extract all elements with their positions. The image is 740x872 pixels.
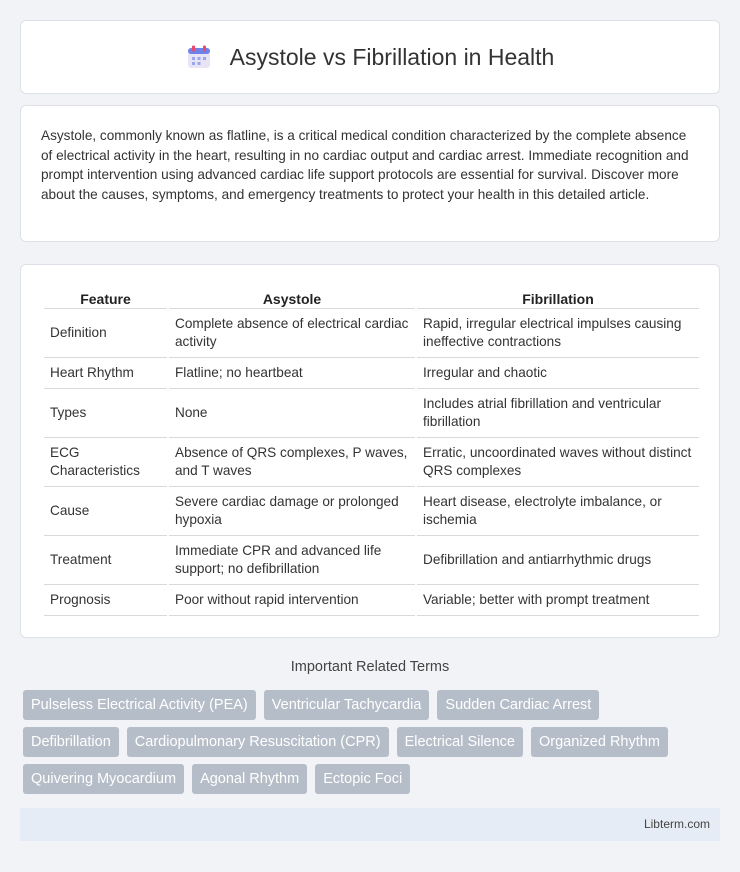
table-cell: Heart disease, electrolyte imbalance, or ischemia	[417, 487, 699, 536]
table-cell: Irregular and chaotic	[417, 358, 699, 389]
tag-sudden-cardiac-arrest[interactable]: Sudden Cardiac Arrest	[437, 690, 599, 720]
related-terms-list	[23, 690, 723, 801]
intro-paragraph: Asystole, commonly known as flatline, is a critical medical condition characterized by the complete absence of electrical activity in the heart, resulting in no cardiac output and cardiac arrest. Immediate recognition and prompt intervention using advanced cardiac life support protocols are essential for survival. Discover more about the causes, symptoms, and emergency treatments to protect your health in this detailed article.	[41, 128, 689, 202]
tag-ventricular-tachycardia[interactable]: Ventricular Tachycardia	[264, 690, 430, 720]
tag-quivering-myocardium[interactable]: Quivering Myocardium	[23, 764, 184, 794]
title-wrap	[186, 44, 555, 71]
table-cell: Severe cardiac damage or prolonged hypoxia	[169, 487, 415, 536]
tag-cpr[interactable]: Cardiopulmonary Resuscitation (CPR)	[127, 727, 389, 757]
tag-organized-rhythm[interactable]: Organized Rhythm	[531, 727, 668, 757]
intro-card	[20, 105, 720, 242]
table-cell: Rapid, irregular electrical impulses causing ineffective contractions	[417, 309, 699, 358]
table-cell: Treatment	[44, 536, 167, 585]
comparison-card	[20, 264, 720, 638]
table-row	[44, 536, 699, 585]
table-cell: Immediate CPR and advanced life support; no defibrillation	[169, 536, 415, 585]
tag-defibrillation[interactable]: Defibrillation	[23, 727, 119, 757]
table-cell: Poor without rapid intervention	[169, 585, 415, 616]
table-cell: Flatline; no heartbeat	[169, 358, 415, 389]
table-cell: Includes atrial fibrillation and ventricular fibrillation	[417, 389, 699, 438]
column-header: Asystole	[169, 289, 415, 309]
footer-site-link[interactable]: Libterm.com	[643, 817, 710, 831]
tag-pea[interactable]: Pulseless Electrical Activity (PEA)	[23, 690, 256, 720]
table-cell: Prognosis	[44, 585, 167, 616]
table-cell: Heart Rhythm	[44, 358, 167, 389]
table-cell: Absence of QRS complexes, P waves, and T waves	[169, 438, 415, 487]
tag-ectopic-foci[interactable]: Ectopic Foci	[315, 764, 410, 794]
comparison-table	[42, 289, 701, 616]
table-cell: ECG Characteristics	[44, 438, 167, 487]
table-row	[44, 585, 699, 616]
table-cell: Erratic, uncoordinated waves without distinct QRS complexes	[417, 438, 699, 487]
footer	[20, 808, 720, 841]
page-title: Asystole vs Fibrillation in Health	[229, 43, 555, 70]
table-cell: None	[169, 389, 415, 438]
table-header-row	[44, 289, 699, 309]
related-terms-title: Important Related Terms	[290, 659, 450, 675]
column-header: Fibrillation	[417, 289, 699, 309]
table-cell: Types	[44, 389, 167, 438]
table-cell: Defibrillation and antiarrhythmic drugs	[417, 536, 699, 585]
tag-row	[23, 727, 723, 757]
table-cell: Variable; better with prompt treatment	[417, 585, 699, 616]
table-row	[44, 358, 699, 389]
tag-agonal-rhythm[interactable]: Agonal Rhythm	[192, 764, 307, 794]
table-row	[44, 389, 699, 438]
table-row	[44, 309, 699, 358]
tag-row	[23, 764, 723, 794]
calendar-icon	[186, 44, 212, 70]
tag-electrical-silence[interactable]: Electrical Silence	[397, 727, 523, 757]
table-row	[44, 438, 699, 487]
table-cell: Definition	[44, 309, 167, 358]
table-cell: Cause	[44, 487, 167, 536]
tag-row	[23, 690, 723, 720]
column-header: Feature	[44, 289, 167, 309]
table-cell: Complete absence of electrical cardiac activity	[169, 309, 415, 358]
table-row	[44, 487, 699, 536]
title-card	[20, 20, 720, 94]
